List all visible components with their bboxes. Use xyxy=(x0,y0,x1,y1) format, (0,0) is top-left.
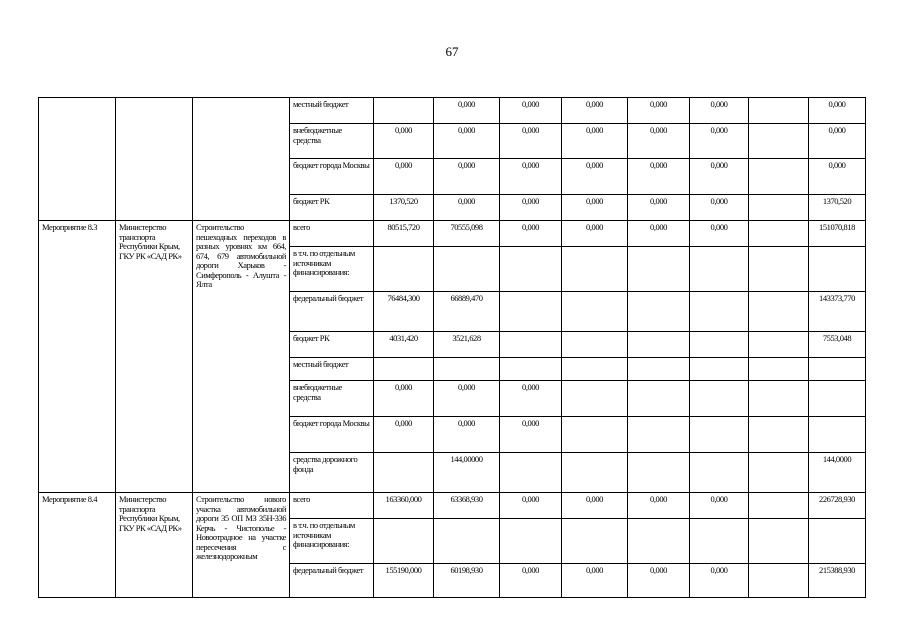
amount-cell: 0,000 xyxy=(628,493,690,519)
amount-cell: 0,000 xyxy=(500,98,562,124)
amount-cell xyxy=(374,358,434,381)
amount-cell xyxy=(690,453,749,493)
amount-cell xyxy=(434,358,500,381)
amount-cell: 163360,000 xyxy=(374,493,434,519)
amount-cell xyxy=(809,358,866,381)
executor-cell: Министерство транспорта Республики Крым, ГКУ РК «САД РК» xyxy=(116,493,193,598)
amount-cell: 0,000 xyxy=(434,417,500,453)
amount-cell xyxy=(500,332,562,358)
page-number: 67 xyxy=(445,44,459,59)
funding-source-cell: бюджет РК xyxy=(290,195,374,221)
funding-source-cell: местный бюджет xyxy=(290,98,374,124)
funding-source-cell: всего xyxy=(290,493,374,519)
amount-cell xyxy=(500,247,562,292)
amount-cell: 66889,470 xyxy=(434,292,500,332)
amount-cell xyxy=(374,519,434,564)
amount-cell xyxy=(749,195,809,221)
funding-source-cell: средства дорожного фонда xyxy=(290,453,374,493)
amount-cell xyxy=(628,453,690,493)
amount-cell: 215388,930 xyxy=(809,564,866,598)
amount-cell: 0,000 xyxy=(690,98,749,124)
amount-cell: 1370,520 xyxy=(809,195,866,221)
amount-cell: 60198,930 xyxy=(434,564,500,598)
amount-cell: 0,000 xyxy=(628,564,690,598)
amount-cell: 0,000 xyxy=(628,159,690,195)
amount-cell: 0,000 xyxy=(562,221,628,247)
amount-cell xyxy=(809,519,866,564)
description-cell xyxy=(193,98,290,221)
amount-cell xyxy=(690,292,749,332)
executor-cell: Министерство транспорта Республики Крым, ГКУ РК «САД РК» xyxy=(116,221,193,493)
amount-cell xyxy=(690,358,749,381)
amount-cell xyxy=(749,564,809,598)
amount-cell: 0,000 xyxy=(562,493,628,519)
amount-cell: 143373,770 xyxy=(809,292,866,332)
amount-cell: 0,000 xyxy=(690,124,749,159)
amount-cell: 76484,300 xyxy=(374,292,434,332)
measure-cell: Мероприятие 8.3 xyxy=(39,221,116,493)
amount-cell: 0,000 xyxy=(500,159,562,195)
table-row xyxy=(39,221,866,247)
amount-cell: 0,000 xyxy=(562,195,628,221)
amount-cell xyxy=(690,417,749,453)
funding-source-cell: федеральный бюджет xyxy=(290,564,374,598)
amount-cell: 0,000 xyxy=(809,159,866,195)
amount-cell: 0,000 xyxy=(500,195,562,221)
amount-cell xyxy=(628,358,690,381)
amount-cell xyxy=(749,358,809,381)
description-cell: Строительство пешеходных переходов в разных уровнях км 664, 674, 679 автомобильной дороги Харьков - Симферополь - Алушта - Ялта xyxy=(193,221,290,493)
amount-cell xyxy=(809,417,866,453)
funding-source-cell: в т.ч. по отдельным источникам финансирования: xyxy=(290,519,374,564)
amount-cell xyxy=(809,247,866,292)
table-row xyxy=(39,98,866,124)
amount-cell xyxy=(749,332,809,358)
amount-cell: 144,00000 xyxy=(434,453,500,493)
amount-cell: 0,000 xyxy=(809,124,866,159)
amount-cell: 0,000 xyxy=(374,124,434,159)
funding-source-cell: внебюджетные средства xyxy=(290,124,374,159)
amount-cell: 0,000 xyxy=(500,564,562,598)
amount-cell xyxy=(690,332,749,358)
amount-cell xyxy=(500,358,562,381)
amount-cell xyxy=(749,159,809,195)
amount-cell xyxy=(562,519,628,564)
amount-cell xyxy=(562,417,628,453)
amount-cell xyxy=(628,292,690,332)
funding-source-cell: бюджет РК xyxy=(290,332,374,358)
amount-cell xyxy=(500,519,562,564)
amount-cell: 0,000 xyxy=(562,124,628,159)
measure-cell: Мероприятие 8.4 xyxy=(39,493,116,598)
description-cell: Строительство нового участка автомобильной дороги 35 ОП МЗ 35Н-336 Керчь - Чистополье - Новоотрадное на участке пересечения с железнодорожным xyxy=(193,493,290,598)
amount-cell xyxy=(562,381,628,417)
amount-cell: 80515,720 xyxy=(374,221,434,247)
funding-source-cell: федеральный бюджет xyxy=(290,292,374,332)
amount-cell: 144,0000 xyxy=(809,453,866,493)
amount-cell: 0,000 xyxy=(500,417,562,453)
amount-cell: 0,000 xyxy=(374,159,434,195)
amount-cell: 4031,420 xyxy=(374,332,434,358)
amount-cell: 151070,818 xyxy=(809,221,866,247)
amount-cell xyxy=(809,381,866,417)
funding-source-cell: в т.ч. по отдельным источникам финансирования: xyxy=(290,247,374,292)
amount-cell: 0,000 xyxy=(374,381,434,417)
amount-cell: 155190,000 xyxy=(374,564,434,598)
financing-table xyxy=(38,97,866,598)
amount-cell xyxy=(749,292,809,332)
amount-cell: 1370,520 xyxy=(374,195,434,221)
table-row xyxy=(39,493,866,519)
amount-cell xyxy=(628,381,690,417)
amount-cell: 0,000 xyxy=(434,98,500,124)
amount-cell xyxy=(628,519,690,564)
amount-cell xyxy=(500,292,562,332)
amount-cell: 0,000 xyxy=(690,564,749,598)
amount-cell: 0,000 xyxy=(434,159,500,195)
amount-cell: 0,000 xyxy=(690,195,749,221)
amount-cell xyxy=(749,453,809,493)
amount-cell xyxy=(749,417,809,453)
amount-cell: 0,000 xyxy=(500,381,562,417)
amount-cell: 0,000 xyxy=(500,493,562,519)
amount-cell xyxy=(562,358,628,381)
amount-cell: 0,000 xyxy=(690,221,749,247)
amount-cell xyxy=(749,381,809,417)
amount-cell: 3521,628 xyxy=(434,332,500,358)
amount-cell: 226728,930 xyxy=(809,493,866,519)
funding-source-cell: бюджет города Москвы xyxy=(290,417,374,453)
funding-source-cell: местный бюджет xyxy=(290,358,374,381)
amount-cell xyxy=(749,493,809,519)
amount-cell xyxy=(690,247,749,292)
amount-cell xyxy=(628,247,690,292)
funding-source-cell: всего xyxy=(290,221,374,247)
amount-cell: 0,000 xyxy=(562,159,628,195)
amount-cell xyxy=(500,453,562,493)
amount-cell xyxy=(749,221,809,247)
amount-cell: 0,000 xyxy=(690,493,749,519)
amount-cell: 0,000 xyxy=(628,195,690,221)
amount-cell: 63368,930 xyxy=(434,493,500,519)
amount-cell xyxy=(374,453,434,493)
amount-cell: 0,000 xyxy=(628,124,690,159)
amount-cell: 0,000 xyxy=(434,381,500,417)
amount-cell xyxy=(628,332,690,358)
amount-cell: 7553,048 xyxy=(809,332,866,358)
amount-cell: 70555,098 xyxy=(434,221,500,247)
amount-cell: 0,000 xyxy=(690,159,749,195)
amount-cell: 0,000 xyxy=(628,221,690,247)
amount-cell xyxy=(562,292,628,332)
amount-cell xyxy=(374,247,434,292)
amount-cell: 0,000 xyxy=(628,98,690,124)
amount-cell: 0,000 xyxy=(434,124,500,159)
amount-cell xyxy=(562,247,628,292)
amount-cell: 0,000 xyxy=(809,98,866,124)
amount-cell xyxy=(690,381,749,417)
amount-cell xyxy=(628,417,690,453)
executor-cell xyxy=(116,98,193,221)
amount-cell: 0,000 xyxy=(562,564,628,598)
amount-cell xyxy=(562,453,628,493)
amount-cell: 0,000 xyxy=(500,124,562,159)
amount-cell: 0,000 xyxy=(500,221,562,247)
amount-cell xyxy=(749,247,809,292)
amount-cell: 0,000 xyxy=(562,98,628,124)
funding-source-cell: внебюджетные средства xyxy=(290,381,374,417)
funding-source-cell: бюджет города Москвы xyxy=(290,159,374,195)
amount-cell xyxy=(749,519,809,564)
amount-cell: 0,000 xyxy=(434,195,500,221)
measure-cell xyxy=(39,98,116,221)
amount-cell xyxy=(749,98,809,124)
amount-cell xyxy=(434,247,500,292)
amount-cell xyxy=(374,98,434,124)
amount-cell xyxy=(749,124,809,159)
amount-cell: 0,000 xyxy=(374,417,434,453)
amount-cell xyxy=(562,332,628,358)
amount-cell xyxy=(434,519,500,564)
amount-cell xyxy=(690,519,749,564)
